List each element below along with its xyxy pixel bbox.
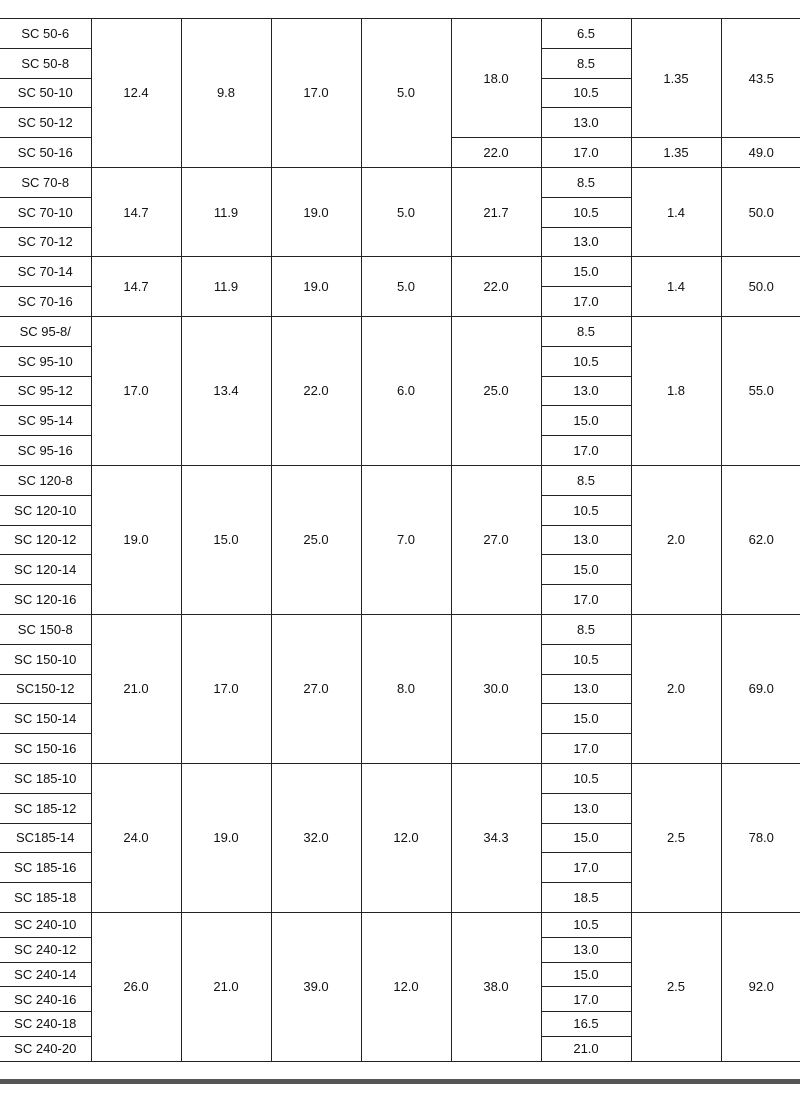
model-cell: SC185-14 [0, 823, 91, 853]
dimension-cell: 6.0 [361, 316, 451, 465]
hole-cell: 13.0 [541, 227, 631, 257]
table-row [0, 316, 800, 346]
thickness-cell: 1.4 [631, 167, 721, 256]
length-cell: 49.0 [721, 138, 800, 168]
dimension-cell: 18.0 [451, 19, 541, 138]
dimension-cell: 12.4 [91, 19, 181, 168]
model-cell: SC 120-10 [0, 495, 91, 525]
model-cell: SC 95-8/ [0, 316, 91, 346]
hole-cell: 8.5 [541, 167, 631, 197]
model-cell: SC 95-16 [0, 436, 91, 466]
model-cell: SC 70-10 [0, 197, 91, 227]
hole-cell: 13.0 [541, 376, 631, 406]
dimension-cell: 11.9 [181, 257, 271, 317]
model-cell: SC 70-16 [0, 287, 91, 317]
dimension-cell: 9.8 [181, 19, 271, 168]
model-cell: SC 120-14 [0, 555, 91, 585]
hole-cell: 6.5 [541, 19, 631, 49]
length-cell: 78.0 [721, 763, 800, 912]
hole-cell: 21.0 [541, 1036, 631, 1061]
table-row [0, 465, 800, 495]
hole-cell: 13.0 [541, 525, 631, 555]
model-cell: SC 185-16 [0, 853, 91, 883]
dimension-cell: 7.0 [361, 465, 451, 614]
hole-cell: 15.0 [541, 406, 631, 436]
hole-cell: 17.0 [541, 287, 631, 317]
dimension-cell: 26.0 [91, 912, 181, 1061]
spec-table-body [0, 19, 800, 1062]
hole-cell: 10.5 [541, 763, 631, 793]
model-cell: SC 120-16 [0, 585, 91, 615]
dimension-cell: 27.0 [271, 614, 361, 763]
dimension-cell: 21.0 [91, 614, 181, 763]
spec-table [0, 18, 800, 1062]
model-cell: SC 185-10 [0, 763, 91, 793]
model-cell: SC 240-10 [0, 912, 91, 937]
hole-cell: 16.5 [541, 1012, 631, 1037]
thickness-cell: 2.0 [631, 465, 721, 614]
model-cell: SC 50-16 [0, 138, 91, 168]
thickness-cell: 1.35 [631, 138, 721, 168]
table-row [0, 257, 800, 287]
model-cell: SC 185-12 [0, 793, 91, 823]
dimension-cell: 11.9 [181, 167, 271, 256]
model-cell: SC 120-8 [0, 465, 91, 495]
hole-cell: 10.5 [541, 912, 631, 937]
thickness-cell: 1.8 [631, 316, 721, 465]
length-cell: 62.0 [721, 465, 800, 614]
dimension-cell: 14.7 [91, 257, 181, 317]
model-cell: SC 95-14 [0, 406, 91, 436]
dimension-cell: 25.0 [451, 316, 541, 465]
dimension-cell: 38.0 [451, 912, 541, 1061]
model-cell: SC 50-12 [0, 108, 91, 138]
dimension-cell: 12.0 [361, 763, 451, 912]
hole-cell: 10.5 [541, 644, 631, 674]
dimension-cell: 24.0 [91, 763, 181, 912]
hole-cell: 13.0 [541, 937, 631, 962]
hole-cell: 17.0 [541, 138, 631, 168]
model-cell: SC 70-14 [0, 257, 91, 287]
length-cell: 50.0 [721, 167, 800, 256]
hole-cell: 15.0 [541, 962, 631, 987]
length-cell: 50.0 [721, 257, 800, 317]
dimension-cell: 19.0 [271, 167, 361, 256]
model-cell: SC 50-6 [0, 19, 91, 49]
model-cell: SC 185-18 [0, 883, 91, 913]
model-cell: SC 240-18 [0, 1012, 91, 1037]
dimension-cell: 17.0 [181, 614, 271, 763]
model-cell: SC 95-10 [0, 346, 91, 376]
footer-rule [0, 1079, 800, 1084]
dimension-cell: 21.7 [451, 167, 541, 256]
model-cell: SC 95-12 [0, 376, 91, 406]
dimension-cell: 21.0 [181, 912, 271, 1061]
table-row [0, 614, 800, 644]
hole-cell: 17.0 [541, 585, 631, 615]
dimension-cell: 32.0 [271, 763, 361, 912]
dimension-cell: 34.3 [451, 763, 541, 912]
thickness-cell: 1.4 [631, 257, 721, 317]
hole-cell: 13.0 [541, 674, 631, 704]
dimension-cell: 14.7 [91, 167, 181, 256]
thickness-cell: 2.5 [631, 763, 721, 912]
dimension-cell: 17.0 [271, 19, 361, 168]
thickness-cell: 2.0 [631, 614, 721, 763]
model-cell: SC 70-12 [0, 227, 91, 257]
hole-cell: 13.0 [541, 793, 631, 823]
dimension-cell: 12.0 [361, 912, 451, 1061]
dimension-cell: 19.0 [271, 257, 361, 317]
dimension-cell: 5.0 [361, 19, 451, 168]
model-cell: SC150-12 [0, 674, 91, 704]
hole-cell: 15.0 [541, 555, 631, 585]
thickness-cell: 1.35 [631, 19, 721, 138]
length-cell: 43.5 [721, 19, 800, 138]
hole-cell: 15.0 [541, 823, 631, 853]
dimension-cell: 22.0 [271, 316, 361, 465]
model-cell: SC 240-12 [0, 937, 91, 962]
hole-cell: 8.5 [541, 614, 631, 644]
dimension-cell: 27.0 [451, 465, 541, 614]
hole-cell: 10.5 [541, 346, 631, 376]
model-cell: SC 150-8 [0, 614, 91, 644]
hole-cell: 17.0 [541, 734, 631, 764]
hole-cell: 8.5 [541, 316, 631, 346]
dimension-cell: 13.4 [181, 316, 271, 465]
hole-cell: 8.5 [541, 48, 631, 78]
model-cell: SC 150-14 [0, 704, 91, 734]
hole-cell: 10.5 [541, 495, 631, 525]
length-cell: 69.0 [721, 614, 800, 763]
model-cell: SC 240-20 [0, 1036, 91, 1061]
model-cell: SC 120-12 [0, 525, 91, 555]
hole-cell: 15.0 [541, 257, 631, 287]
table-row [0, 167, 800, 197]
dimension-cell: 5.0 [361, 257, 451, 317]
model-cell: SC 240-16 [0, 987, 91, 1012]
model-cell: SC 70-8 [0, 167, 91, 197]
hole-cell: 15.0 [541, 704, 631, 734]
model-cell: SC 240-14 [0, 962, 91, 987]
dimension-cell: 5.0 [361, 167, 451, 256]
dimension-cell: 39.0 [271, 912, 361, 1061]
dimension-cell: 17.0 [91, 316, 181, 465]
dimension-cell: 22.0 [451, 257, 541, 317]
hole-cell: 18.5 [541, 883, 631, 913]
dimension-cell: 19.0 [181, 763, 271, 912]
model-cell: SC 50-8 [0, 48, 91, 78]
hole-cell: 10.5 [541, 197, 631, 227]
table-row [0, 912, 800, 937]
dimension-cell: 25.0 [271, 465, 361, 614]
length-cell: 92.0 [721, 912, 800, 1061]
model-cell: SC 50-10 [0, 78, 91, 108]
length-cell: 55.0 [721, 316, 800, 465]
hole-cell: 13.0 [541, 108, 631, 138]
table-row [0, 19, 800, 49]
hole-cell: 8.5 [541, 465, 631, 495]
model-cell: SC 150-10 [0, 644, 91, 674]
hole-cell: 17.0 [541, 853, 631, 883]
dimension-cell: 19.0 [91, 465, 181, 614]
dimension-cell: 22.0 [451, 138, 541, 168]
dimension-cell: 30.0 [451, 614, 541, 763]
table-row [0, 763, 800, 793]
thickness-cell: 2.5 [631, 912, 721, 1061]
hole-cell: 17.0 [541, 987, 631, 1012]
dimension-cell: 8.0 [361, 614, 451, 763]
dimension-cell: 15.0 [181, 465, 271, 614]
model-cell: SC 150-16 [0, 734, 91, 764]
hole-cell: 17.0 [541, 436, 631, 466]
hole-cell: 10.5 [541, 78, 631, 108]
